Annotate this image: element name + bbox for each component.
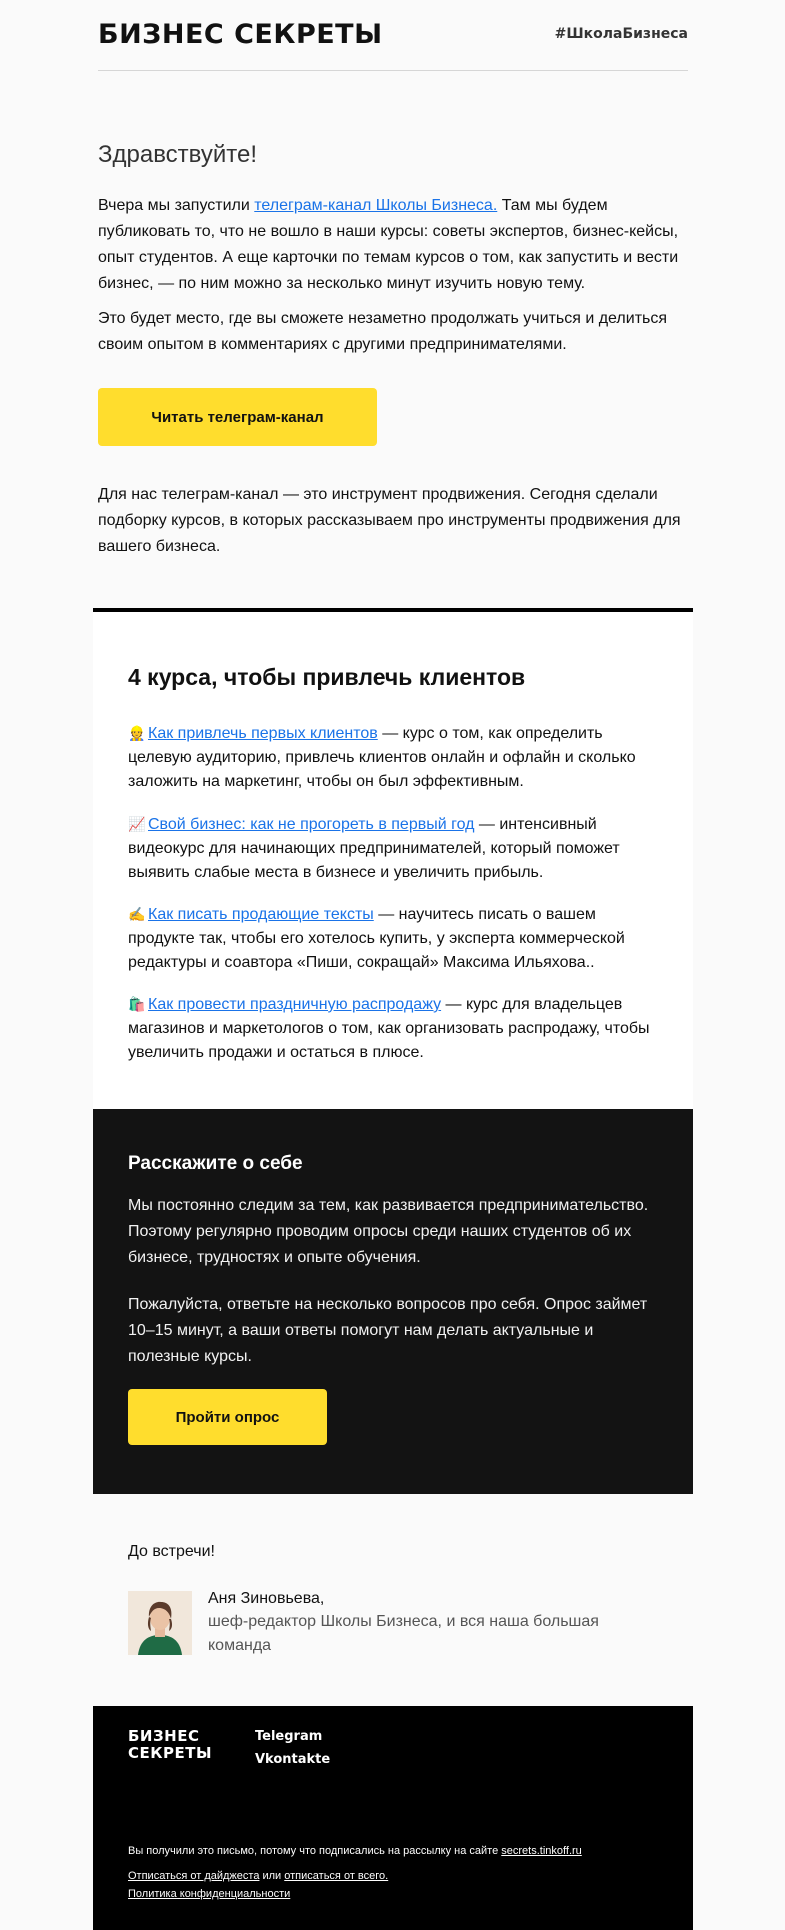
course-item: [128, 721, 658, 794]
author-name: Аня Зиновьева,: [208, 1590, 325, 1607]
telegram-link[interactable]: Telegram: [255, 1729, 323, 1744]
avatar-portrait-icon: [128, 1591, 192, 1655]
course-link[interactable]: Как провести праздничную распродажу: [148, 996, 442, 1013]
survey-title: Расскажите о себе: [128, 1153, 303, 1174]
email-header: [98, 0, 688, 71]
author-role: шеф-редактор Школы Бизнеса, и вся наша большая команда: [208, 1613, 599, 1654]
telegram-channel-link[interactable]: телеграм-канал Школы Бизнеса.: [254, 197, 498, 214]
course-description: — курс для владельцев магазинов и маркетологов о том, как организовать распродажу, чтобы увеличить продажи и остаться в плюсе.: [128, 996, 650, 1061]
read-telegram-button[interactable]: Читать телеграм-канал: [98, 388, 377, 446]
privacy-policy-link[interactable]: Политика конфиденциальности: [128, 1888, 291, 1900]
intro-text-before: Вчера мы запустили: [98, 197, 255, 214]
course-link[interactable]: Как писать продающие тексты: [148, 906, 374, 923]
shopping-bags-emoji-icon: 🛍️: [128, 996, 146, 1012]
course-item: [128, 902, 658, 975]
notice-text: Вы получили это письмо, потому что подписались на рассылку на сайте: [128, 1845, 502, 1857]
unsubscribe-all-link[interactable]: отписаться от всего.: [284, 1870, 389, 1882]
courses-title: 4 курса, чтобы привлечь клиентов: [128, 664, 526, 690]
course-item: [128, 992, 658, 1065]
intro-text-after: Там мы будем публиковать то, что не вошло в наши курсы: советы экспертов, бизнес-кейсы, опыт студентов. А еще карточки по темам курсов о том, как запустить и вести бизнес, — по ним можно за несколько минут изучить новую тему.: [98, 197, 679, 292]
course-link[interactable]: Свой бизнес: как не прогореть в первый год: [148, 816, 475, 833]
survey-paragraph-2: Пожалуйста, ответьте на несколько вопросов про себя. Опрос займет 10–15 минут, а ваши ответы помогут нам делать актуальные и полезные курсы.: [128, 1296, 648, 1365]
footer-logo[interactable]: [128, 1728, 212, 1762]
greeting-heading: Здравствуйте!: [98, 141, 258, 168]
or-text: или: [259, 1870, 285, 1882]
unsubscribe-digest-link[interactable]: Отписаться от дайджеста: [128, 1870, 260, 1882]
email-footer: [93, 1706, 693, 1930]
course-link[interactable]: Как привлечь первых клиентов: [148, 725, 378, 742]
course-description: — научитесь писать о вашем продукте так, чтобы его хотелось купить, у эксперта коммерческой редактуры и соавтора «Пиши, сокращай» Максима Ильяхова..: [128, 906, 625, 971]
courses-section: [93, 608, 693, 1109]
take-survey-button[interactable]: Пройти опрос: [128, 1389, 327, 1445]
signoff-text: До встречи!: [128, 1543, 215, 1560]
survey-section: [93, 1109, 693, 1494]
site-link[interactable]: secrets.tinkoff.ru: [501, 1845, 582, 1857]
hashtag-label: #ШколаБизнеса: [554, 26, 688, 42]
privacy-line: [128, 1885, 290, 1903]
intro-paragraph-2: Это будет место, где вы сможете незаметно продолжать учиться и делиться своим опытом в комментариях с другими предпринимателями.: [98, 310, 668, 353]
author-avatar: [128, 1591, 192, 1655]
chart-emoji-icon: 📈: [128, 816, 146, 832]
course-description: — курс о том, как определить целевую аудиторию, привлечь клиентов онлайн и офлайн и сколько заложить на маркетинг, чтобы он был эффективным.: [128, 725, 636, 790]
footer-logo-line-2: СЕКРЕТЫ: [128, 1744, 213, 1762]
intro-paragraph-3: Для нас телеграм-канал — это инструмент продвижения. Сегодня сделали подборку курсов, в которых рассказываем про инструменты продвижения для вашего бизнеса.: [98, 486, 681, 555]
unsubscribe-line: [128, 1867, 388, 1885]
vkontakte-link[interactable]: Vkontakte: [255, 1752, 331, 1767]
subscription-notice: [128, 1842, 582, 1860]
intro-paragraph-1: [98, 193, 688, 297]
course-item: [128, 812, 658, 885]
course-description: — интенсивный видеокурс для начинающих предпринимателей, который поможет выявить слабые места в бизнесе и увеличить прибыль.: [128, 816, 620, 881]
footer-logo-line-1: БИЗНЕС: [128, 1727, 200, 1745]
worker-emoji-icon: 👷: [128, 725, 146, 741]
survey-paragraph-1: Мы постоянно следим за тем, как развивается предпринимательство. Поэтому регулярно проводим опросы среди наших студентов об их бизнесе, трудностях и опыте обучения.: [128, 1197, 649, 1266]
writing-hand-emoji-icon: ✍️: [128, 906, 146, 922]
brand-logo[interactable]: БИЗНЕС СЕКРЕТЫ: [98, 19, 383, 50]
